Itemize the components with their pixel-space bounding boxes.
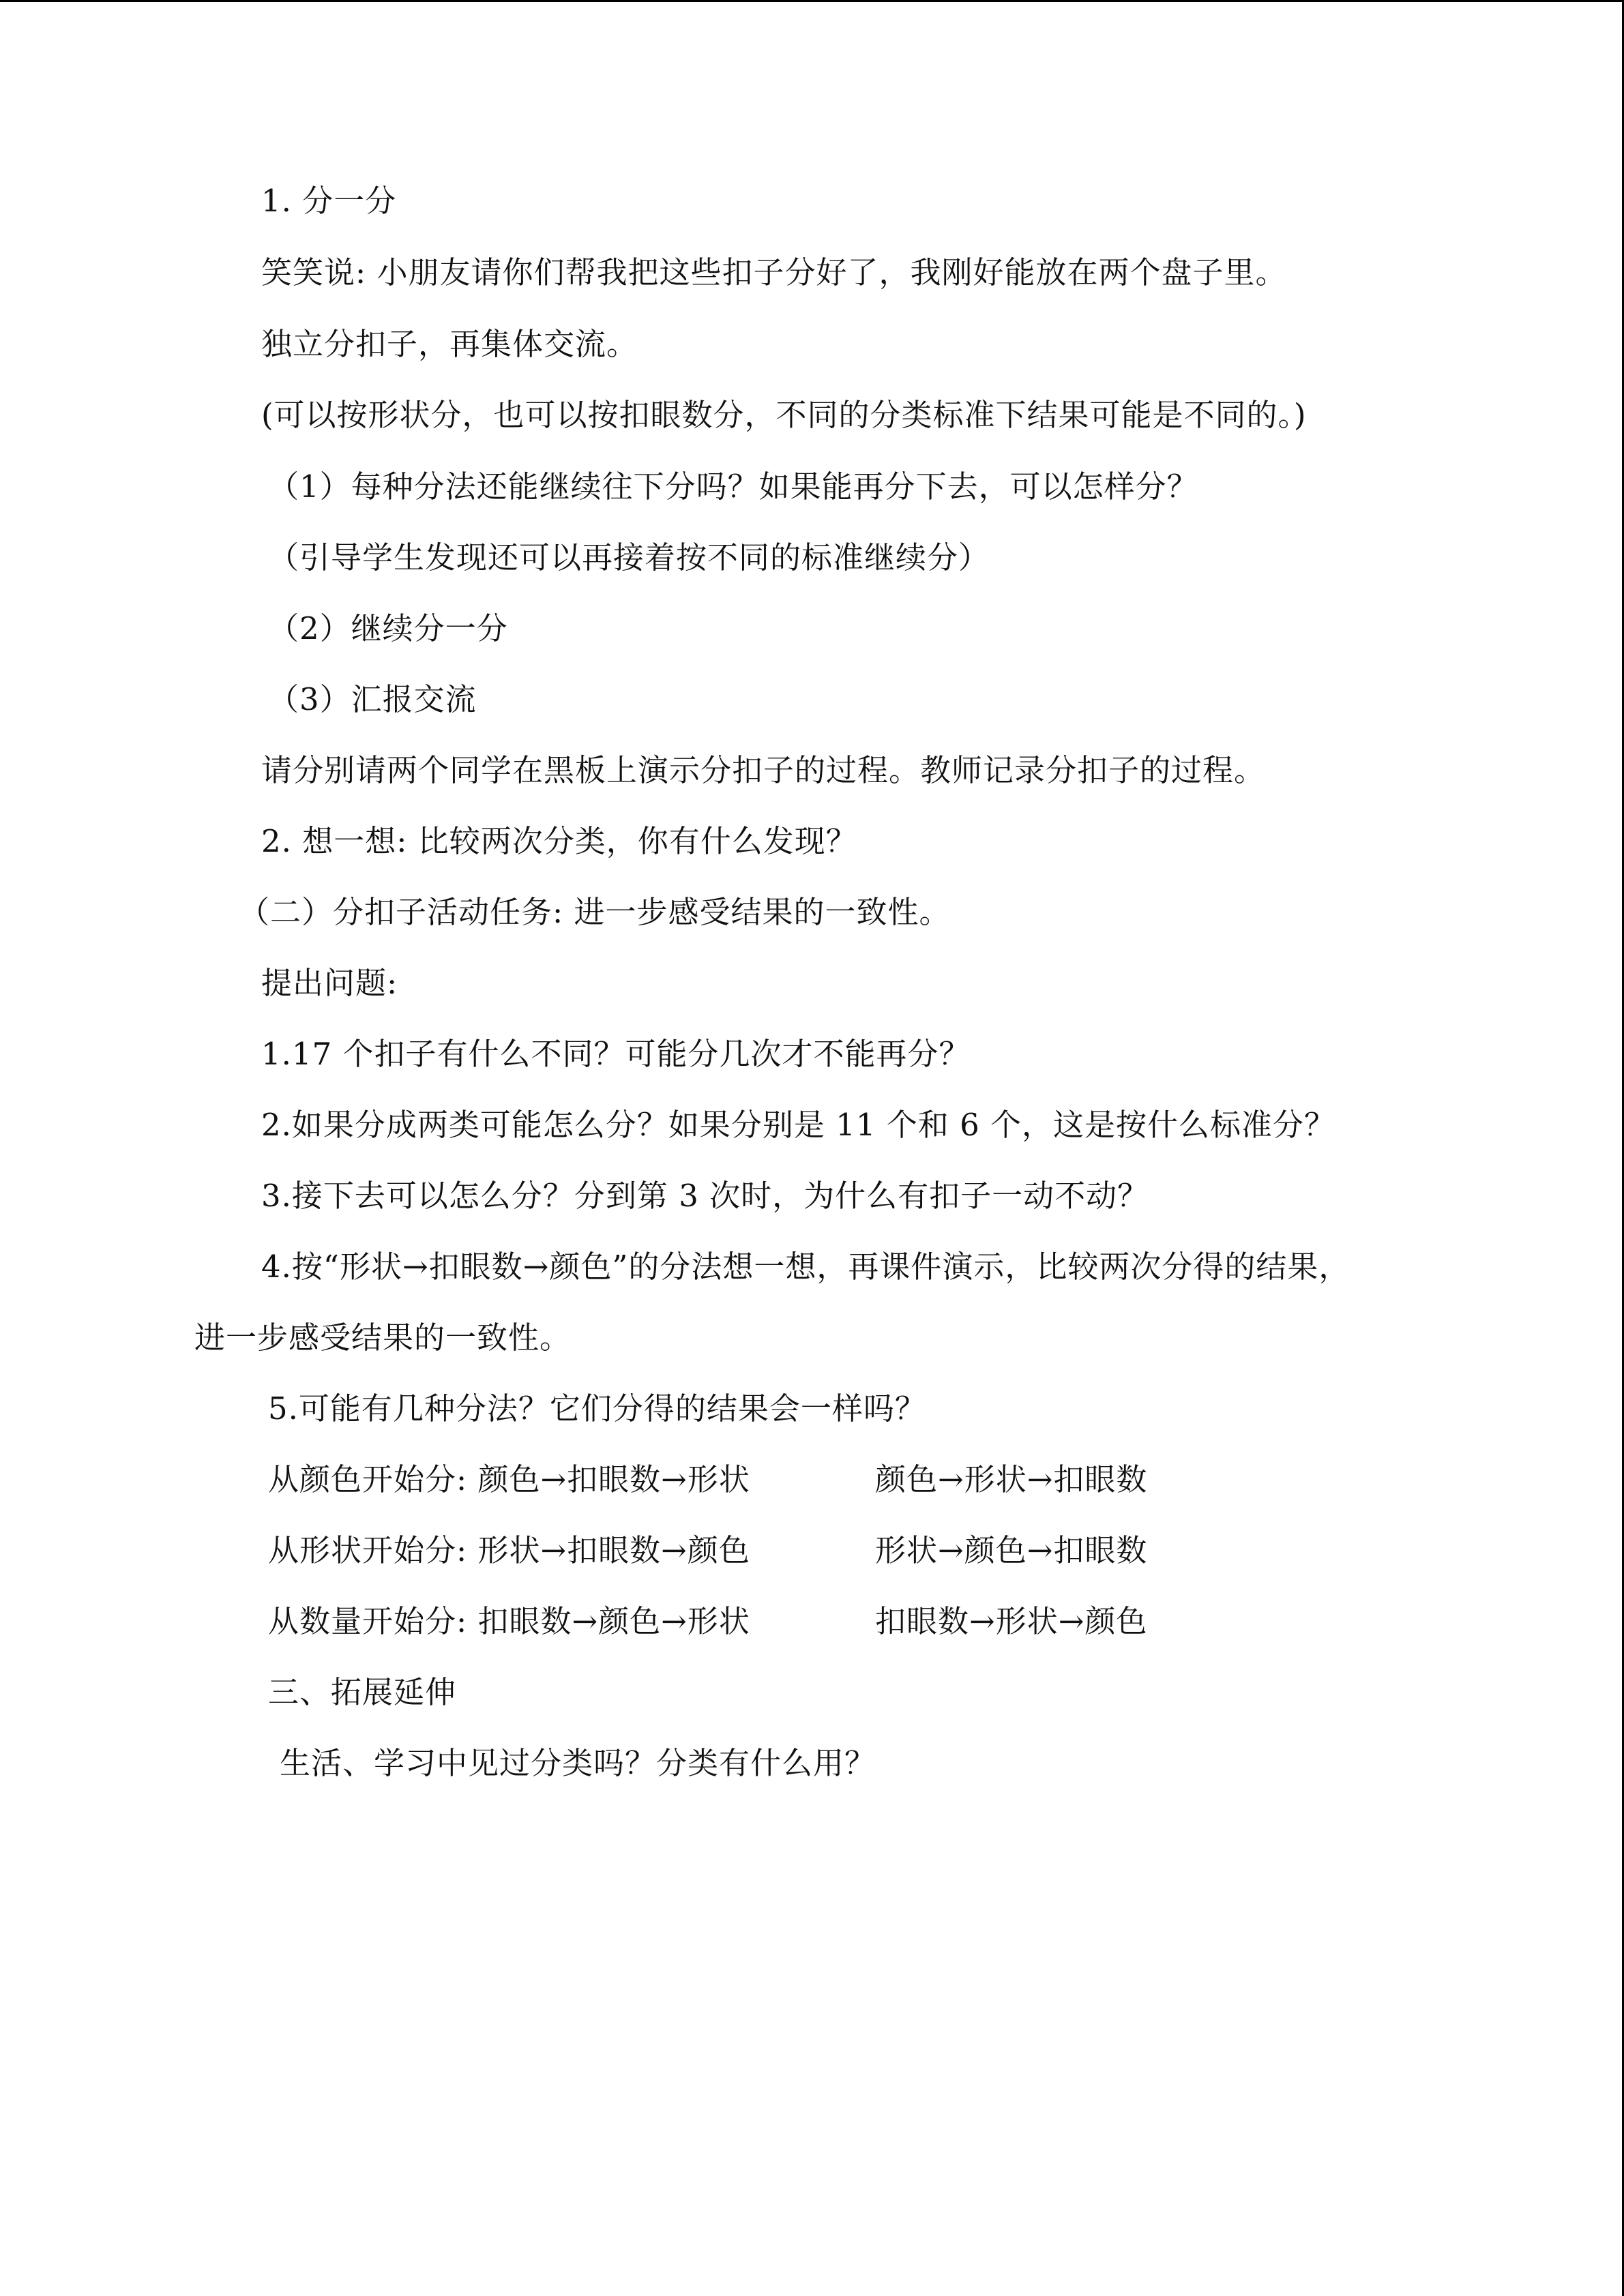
text-line: 5.可能有几种分法？它们分得的结果会一样吗？ xyxy=(268,1390,926,1427)
section-heading: （二）分扣子活动任务: 进一步感受结果的一致性。 xyxy=(239,894,951,930)
text-line: 提出问题: xyxy=(261,965,398,1001)
method-line: 从形状开始分: 形状→扣眼数→颜色 xyxy=(268,1532,750,1568)
text-line: (可以按形状分，也可以按扣眼数分，不同的分类标准下结果可能是不同的。) xyxy=(261,397,1307,433)
method-line: 从颜色开始分: 颜色→扣眼数→形状 xyxy=(268,1461,750,1497)
method-alt: 形状→颜色→扣眼数 xyxy=(875,1532,1148,1568)
text-line: （1）每种分法还能继续往下分吗？如果能再分下去，可以怎样分？ xyxy=(268,468,1198,505)
text-line: 4.按“形状→扣眼数→颜色”的分法想一想，再课件演示，比较两次分得的结果， xyxy=(261,1249,1350,1285)
method-line: 从数量开始分: 扣眼数→颜色→形状 xyxy=(268,1603,750,1639)
text-line: 1.17 个扣子有什么不同？可能分几次才不能再分？ xyxy=(261,1036,971,1072)
text-line: （3）汇报交流 xyxy=(268,681,477,717)
text-line: 独立分扣子，再集体交流。 xyxy=(261,326,638,362)
text-line: 笑笑说: 小朋友请你们帮我把这些扣子分好了，我刚好能放在两个盘子里。 xyxy=(261,254,1287,290)
text-line: （2）继续分一分 xyxy=(268,610,508,646)
text-line: 请分别请两个同学在黑板上演示分扣子的过程。教师记录分扣子的过程。 xyxy=(261,752,1266,788)
section-heading: 三、拓展延伸 xyxy=(268,1674,457,1710)
method-alt: 颜色→形状→扣眼数 xyxy=(875,1461,1148,1497)
text-line: 2. 想一想: 比较两次分类，你有什么发现？ xyxy=(261,823,857,859)
text-line: 2.如果分成两类可能怎么分？如果分别是 11 个和 6 个，这是按什么标准分？ xyxy=(261,1107,1336,1143)
text-line: （引导学生发现还可以再接着按不同的标准继续分） xyxy=(268,539,990,576)
text-line: 1. 分一分 xyxy=(261,183,397,219)
text-line: 进一步感受结果的一致性。 xyxy=(194,1320,572,1356)
method-alt: 扣眼数→形状→颜色 xyxy=(875,1603,1148,1639)
text-line: 生活、学习中见过分类吗？分类有什么用？ xyxy=(280,1745,876,1781)
text-line: 3.接下去可以怎么分？分到第 3 次时，为什么有扣子一动不动？ xyxy=(261,1178,1149,1214)
